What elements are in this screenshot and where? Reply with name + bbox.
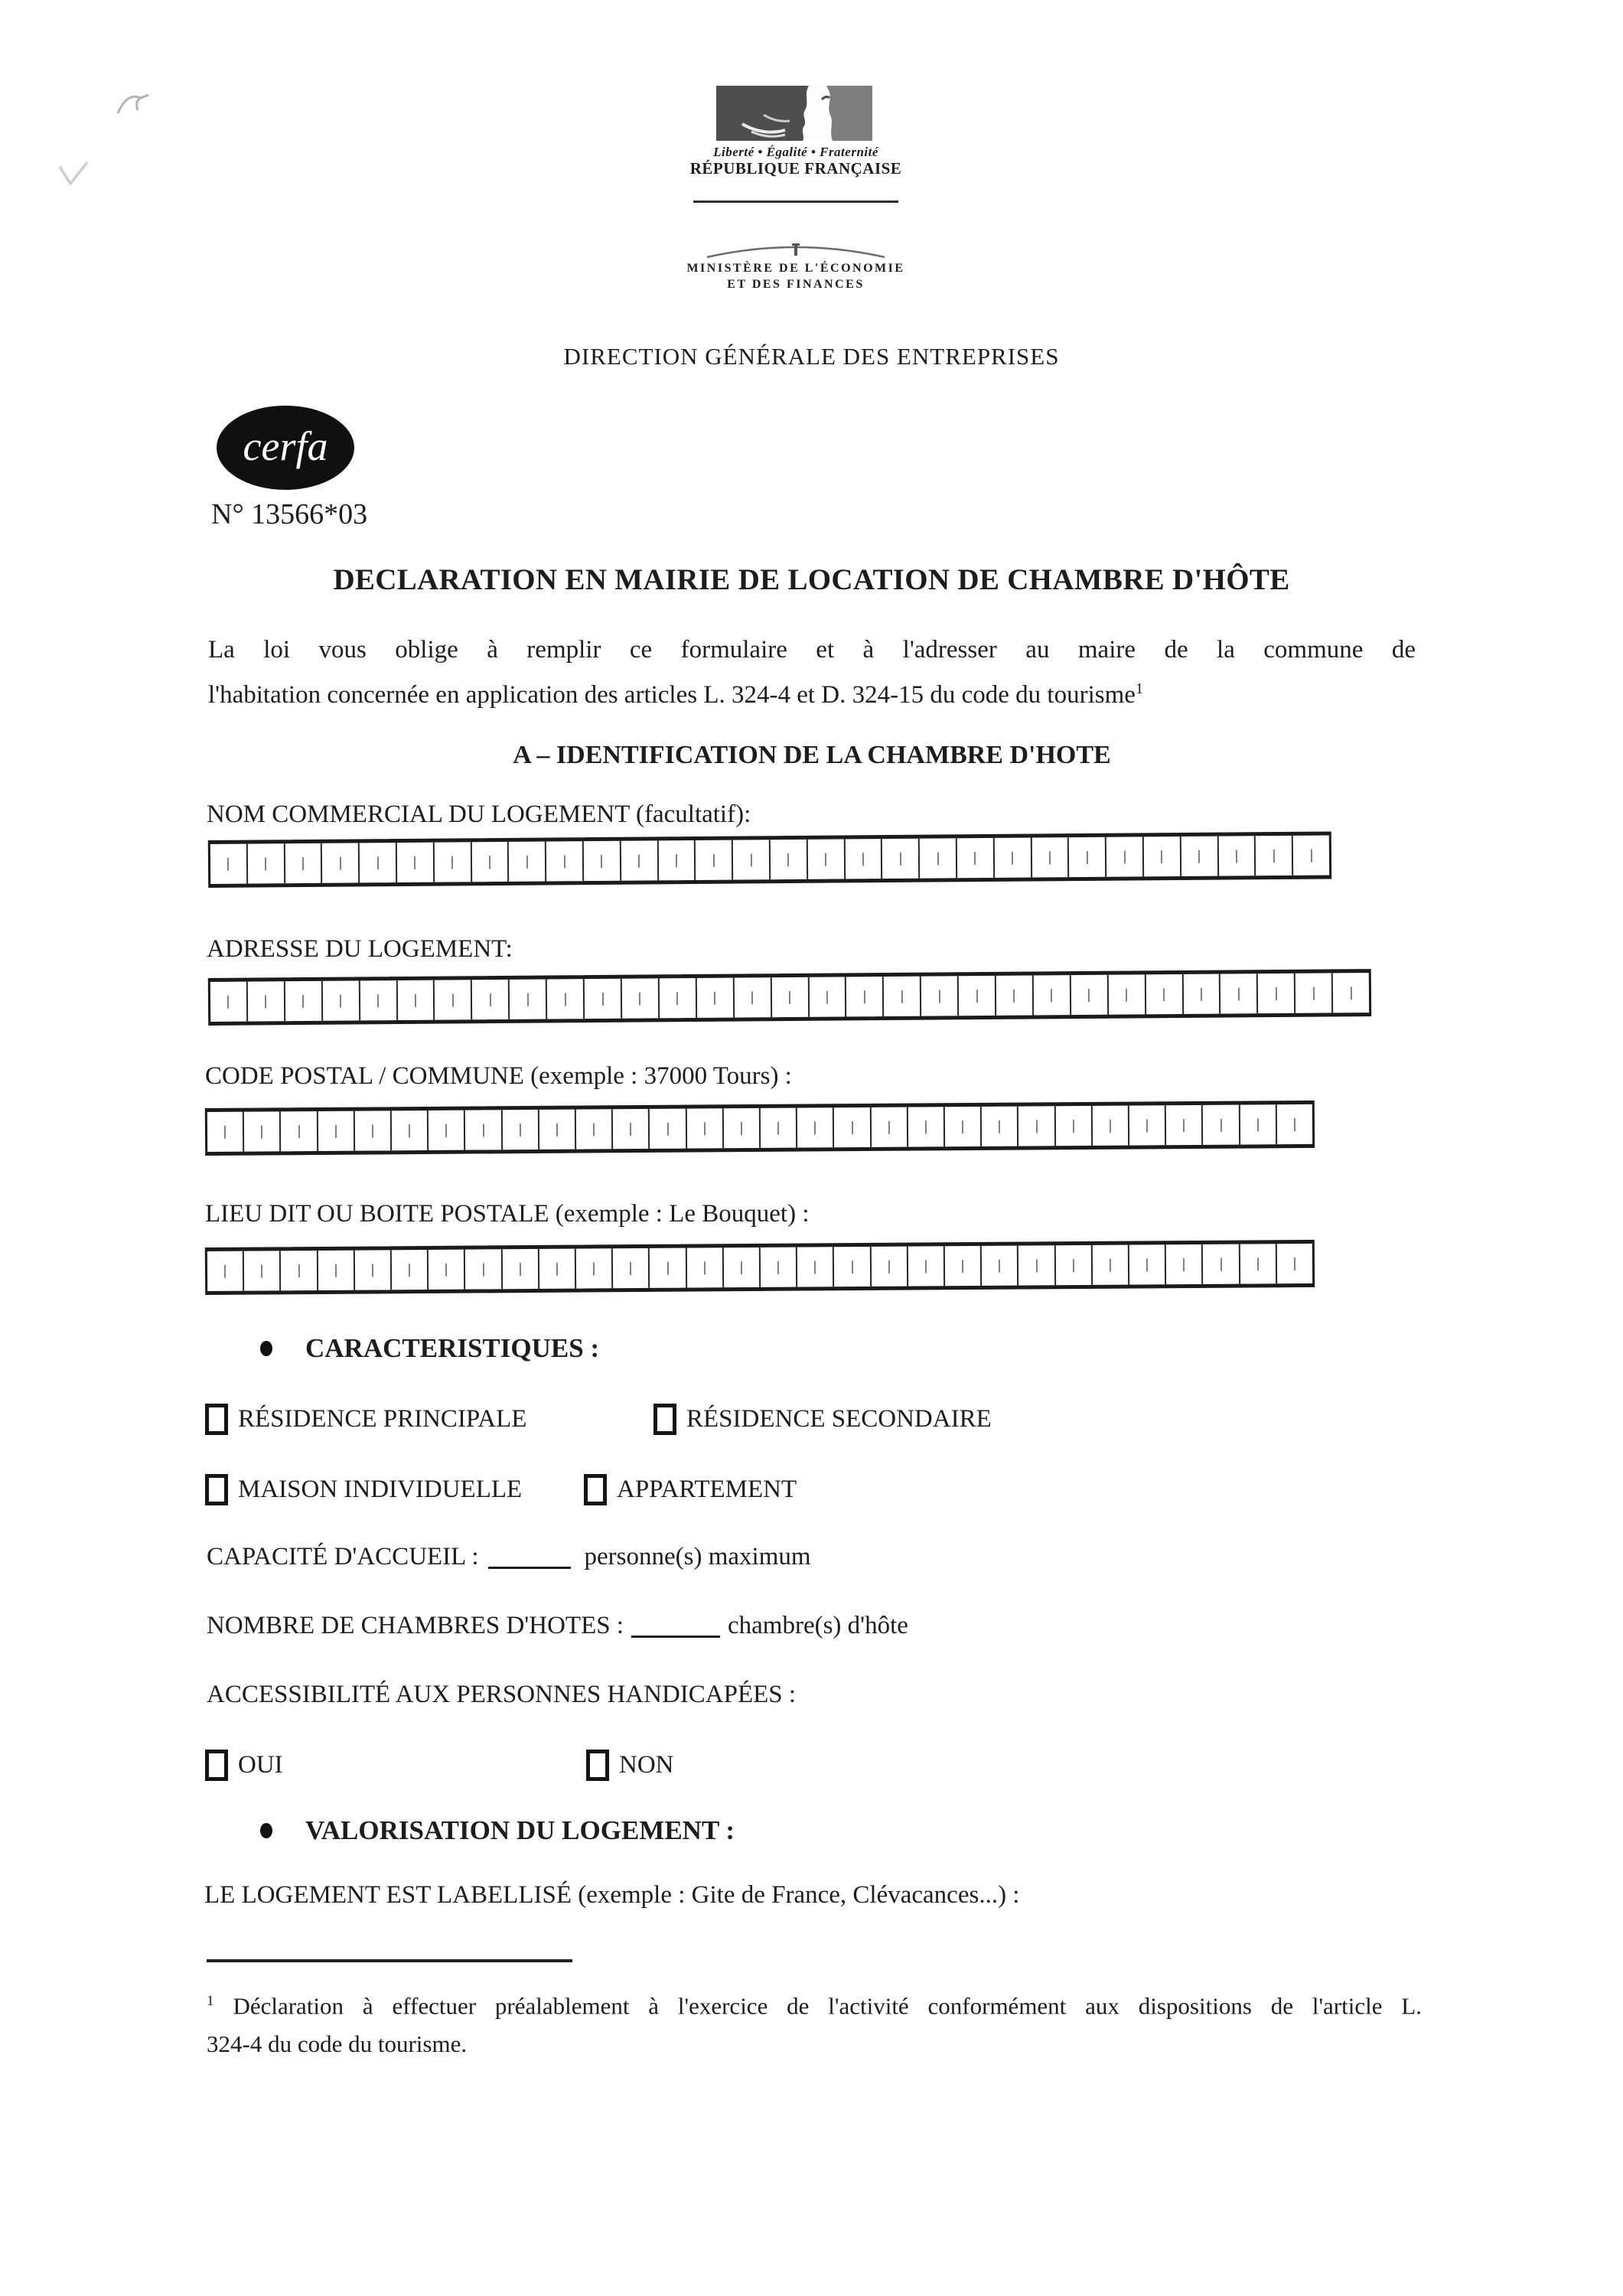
char-box[interactable] (722, 1247, 760, 1287)
field-label-code-postal: CODE POSTAL / COMMUNE (exemple : 37000 Tours) : (205, 1062, 792, 1090)
char-box[interactable] (470, 842, 507, 882)
char-box[interactable] (1032, 975, 1070, 1015)
char-box[interactable] (396, 980, 433, 1020)
ministry-name-line1: MINISTÈRE DE L'ÉCONOMIE (686, 262, 905, 275)
ministry-arc-icon (702, 236, 889, 259)
rooms-row (207, 1612, 908, 1640)
direction-generale-title: DIRECTION GÉNÉRALE DES ENTREPRISES (563, 343, 1060, 370)
char-box[interactable] (1054, 1245, 1091, 1285)
char-box[interactable] (316, 1111, 354, 1151)
char-box[interactable] (1201, 1105, 1239, 1145)
bullet-icon (260, 1823, 272, 1838)
char-box[interactable] (1254, 836, 1292, 876)
comb-field-lieu-dit[interactable] (205, 1240, 1315, 1295)
char-box[interactable] (582, 841, 620, 881)
char-box[interactable] (1067, 837, 1105, 877)
char-box[interactable] (1179, 837, 1217, 876)
residence-options-row (205, 1404, 1353, 1443)
char-box[interactable] (1294, 973, 1331, 1013)
char-box[interactable] (1091, 1245, 1129, 1285)
capacity-row (207, 1543, 811, 1571)
char-box[interactable] (980, 1246, 1018, 1286)
char-box[interactable] (500, 1249, 538, 1289)
char-box[interactable] (696, 978, 733, 1018)
pencil-mark (107, 77, 168, 130)
option-residence-principale: RÉSIDENCE PRINCIPALE (205, 1404, 526, 1435)
char-box[interactable] (538, 1110, 575, 1150)
header-divider (693, 201, 898, 203)
char-box[interactable] (354, 1110, 391, 1150)
capacity-blank-field[interactable] (488, 1567, 571, 1569)
char-box[interactable] (1107, 974, 1145, 1014)
residence-secondaire-checkbox[interactable] (653, 1404, 676, 1435)
char-box[interactable] (918, 838, 956, 878)
maison-individuelle-checkbox[interactable] (205, 1474, 228, 1505)
bullet-icon (260, 1341, 272, 1356)
char-box[interactable] (575, 1248, 612, 1288)
char-box[interactable] (1165, 1244, 1202, 1284)
char-box[interactable] (284, 981, 321, 1021)
char-box[interactable] (508, 980, 546, 1019)
char-box[interactable] (869, 1247, 907, 1287)
char-box[interactable] (210, 982, 246, 1022)
char-box[interactable] (732, 977, 770, 1017)
char-box[interactable] (685, 1247, 722, 1287)
footnote-ref: 1 (207, 1993, 214, 2009)
rooms-suffix: chambre(s) d'hôte (728, 1612, 908, 1639)
char-box[interactable] (1219, 974, 1256, 1013)
char-box[interactable] (1238, 1244, 1276, 1283)
cerfa-logo-text: cerfa (243, 423, 328, 469)
comb-field-nom-commercial[interactable] (208, 831, 1331, 888)
char-box[interactable] (507, 842, 545, 882)
char-box[interactable] (1292, 835, 1329, 875)
char-box[interactable] (907, 1107, 944, 1146)
option-appartement: APPARTEMENT (584, 1474, 797, 1505)
accessibility-options-row (205, 1750, 1123, 1789)
char-box[interactable] (316, 1251, 354, 1290)
intro-line-2: l'habitation concernée en application des articles L. 324-4 et D. 324-15 du code du tourisme$^1$ (208, 680, 1144, 709)
char-box[interactable] (1181, 974, 1219, 1014)
option-oui: OUI (205, 1750, 283, 1781)
char-box[interactable] (427, 1250, 464, 1290)
char-box[interactable] (992, 838, 1030, 878)
field-label-lieu-dit: LIEU DIT OU BOITE POSTALE (exemple : Le Bouquet) : (205, 1200, 810, 1228)
comb-field-code-postal[interactable] (205, 1101, 1315, 1156)
char-box[interactable] (1276, 1104, 1313, 1144)
option-residence-secondaire: RÉSIDENCE SECONDAIRE (653, 1404, 992, 1435)
accessibility-label: ACCESSIBILITÉ AUX PERSONNES HANDICAPÉES : (207, 1681, 797, 1708)
char-box[interactable] (207, 1251, 243, 1291)
char-box[interactable] (545, 841, 582, 881)
char-box[interactable] (390, 1250, 428, 1290)
intro-footnote-ref: 1 (1135, 680, 1144, 697)
char-box[interactable] (546, 979, 583, 1019)
char-box[interactable] (1091, 1106, 1129, 1146)
rooms-label: NOMBRE DE CHAMBRES D'HOTES : (207, 1612, 624, 1639)
type-options-row (205, 1474, 1353, 1514)
appartement-checkbox[interactable] (584, 1474, 607, 1505)
char-box[interactable] (957, 976, 995, 1016)
char-box[interactable] (980, 1107, 1018, 1146)
char-box[interactable] (995, 976, 1032, 1016)
char-box[interactable] (833, 1247, 870, 1287)
char-box[interactable] (246, 981, 284, 1021)
char-box[interactable] (279, 1111, 317, 1151)
char-box[interactable] (796, 1107, 833, 1147)
caracteristiques-heading: CARACTERISTIQUES : (260, 1333, 599, 1364)
char-box[interactable] (920, 976, 957, 1016)
labellise-label: LE LOGEMENT EST LABELLISÉ (exemple : Gite de France, Clévacances...) : (204, 1881, 1020, 1909)
footnote (207, 1982, 1422, 2063)
char-box[interactable] (321, 980, 359, 1020)
oui-checkbox[interactable] (205, 1750, 228, 1781)
char-box[interactable] (807, 977, 845, 1016)
rooms-blank-field[interactable] (631, 1636, 720, 1638)
char-box[interactable] (500, 1110, 538, 1150)
footnote-rule (207, 1959, 572, 1962)
form-title: DECLARATION EN MAIRIE DE LOCATION DE CHAMBRE D'HÔTE (333, 563, 1290, 596)
char-box[interactable] (464, 1110, 501, 1150)
residence-principale-checkbox[interactable] (205, 1404, 228, 1435)
valorisation-heading: VALORISATION DU LOGEMENT : (260, 1815, 735, 1846)
char-box[interactable] (621, 978, 658, 1018)
char-box[interactable] (943, 1246, 981, 1286)
char-box[interactable] (427, 1110, 464, 1150)
char-box[interactable] (657, 840, 694, 880)
char-box[interactable] (1201, 1244, 1239, 1284)
char-box[interactable] (279, 1251, 317, 1290)
char-box[interactable] (1017, 1106, 1054, 1146)
char-box[interactable] (358, 980, 396, 1020)
char-box[interactable] (759, 1247, 797, 1287)
char-box[interactable] (1054, 1106, 1091, 1146)
char-box[interactable] (433, 980, 471, 1019)
char-box[interactable] (845, 977, 882, 1016)
capacity-suffix: personne(s) maximum (584, 1543, 811, 1570)
footnote-line-2: 324-4 du code du tourisme. (207, 2030, 468, 2058)
char-box[interactable] (1142, 837, 1180, 876)
char-box[interactable] (722, 1108, 760, 1148)
char-box[interactable] (207, 1112, 243, 1152)
char-box[interactable] (321, 843, 358, 882)
char-box[interactable] (243, 1111, 280, 1151)
char-box[interactable] (1165, 1105, 1202, 1145)
char-box[interactable] (611, 1248, 649, 1288)
ministry-name-line2: ET DES FINANCES (727, 278, 865, 291)
field-label-adresse: ADRESSE DU LOGEMENT: (207, 935, 513, 963)
char-box[interactable] (1105, 837, 1142, 876)
option-maison-individuelle: MAISON INDIVIDUELLE (205, 1474, 522, 1505)
char-box[interactable] (759, 1108, 797, 1148)
liberte-egalite-fraternite-motto: Liberté • Égalité • Fraternité (713, 145, 878, 159)
char-box[interactable] (1017, 1245, 1054, 1285)
char-box[interactable] (243, 1251, 280, 1290)
non-checkbox[interactable] (586, 1750, 609, 1781)
republique-francaise-emblem-icon (716, 86, 872, 141)
char-box[interactable] (943, 1107, 981, 1146)
option-non: NON (586, 1750, 674, 1781)
char-box[interactable] (833, 1107, 870, 1147)
char-box[interactable] (685, 1108, 722, 1148)
char-box[interactable] (694, 840, 732, 880)
char-box[interactable] (807, 839, 844, 879)
char-box[interactable] (583, 979, 621, 1019)
char-box[interactable] (210, 844, 246, 884)
char-box[interactable] (882, 977, 920, 1016)
char-box[interactable] (1276, 1244, 1313, 1283)
section-a-heading: A – IDENTIFICATION DE LA CHAMBRE D'HOTE (513, 741, 1111, 769)
char-box[interactable] (881, 839, 918, 879)
cerfa-logo (217, 406, 354, 490)
char-box[interactable] (769, 840, 807, 879)
char-box[interactable] (843, 839, 881, 879)
char-box[interactable] (1256, 974, 1294, 1013)
republique-francaise-label: RÉPUBLIQUE FRANÇAISE (689, 159, 902, 178)
capacity-label: CAPACITÉ D'ACCUEIL : (207, 1543, 479, 1570)
ministry-name (635, 260, 957, 292)
char-box[interactable] (433, 842, 471, 882)
char-box[interactable] (1331, 973, 1369, 1013)
char-box[interactable] (1128, 1244, 1165, 1284)
char-box[interactable] (1030, 837, 1067, 877)
field-label-nom-commercial: NOM COMMERCIAL DU LOGEMENT (facultatif): (207, 801, 751, 828)
char-box[interactable] (611, 1109, 649, 1149)
char-box[interactable] (658, 978, 696, 1018)
char-box[interactable] (575, 1109, 612, 1149)
char-box[interactable] (732, 840, 769, 879)
char-box[interactable] (1238, 1104, 1276, 1144)
char-box[interactable] (538, 1249, 575, 1289)
char-box[interactable] (1128, 1105, 1165, 1145)
char-box[interactable] (464, 1249, 501, 1289)
char-box[interactable] (471, 980, 508, 1019)
char-box[interactable] (358, 843, 396, 882)
footnote-line-1: $^1$ Déclaration à effectuer préalablement à l'exercice de l'activité conformément aux dispositions de l'article L. (207, 1992, 1422, 2020)
char-box[interactable] (907, 1246, 944, 1286)
char-box[interactable] (770, 977, 807, 1017)
char-box[interactable] (390, 1110, 428, 1150)
form-number: N° 13566*03 (211, 498, 368, 530)
intro-line-1: La loi vous oblige à remplir ce formulaire et à l'adresser au maire de la commune de (208, 636, 1416, 664)
char-box[interactable] (648, 1109, 686, 1149)
char-box[interactable] (283, 843, 321, 883)
char-box[interactable] (620, 840, 657, 880)
char-box[interactable] (869, 1107, 907, 1147)
char-box[interactable] (396, 843, 433, 882)
char-box[interactable] (1217, 836, 1254, 876)
char-box[interactable] (354, 1250, 391, 1290)
char-box[interactable] (246, 843, 284, 883)
intro-paragraph (208, 631, 1416, 715)
char-box[interactable] (796, 1247, 833, 1287)
char-box[interactable] (1070, 975, 1107, 1015)
comb-field-adresse[interactable] (208, 969, 1371, 1026)
char-box[interactable] (648, 1248, 686, 1288)
pencil-checkmark (54, 153, 107, 199)
char-box[interactable] (956, 838, 993, 878)
char-box[interactable] (1144, 974, 1181, 1014)
